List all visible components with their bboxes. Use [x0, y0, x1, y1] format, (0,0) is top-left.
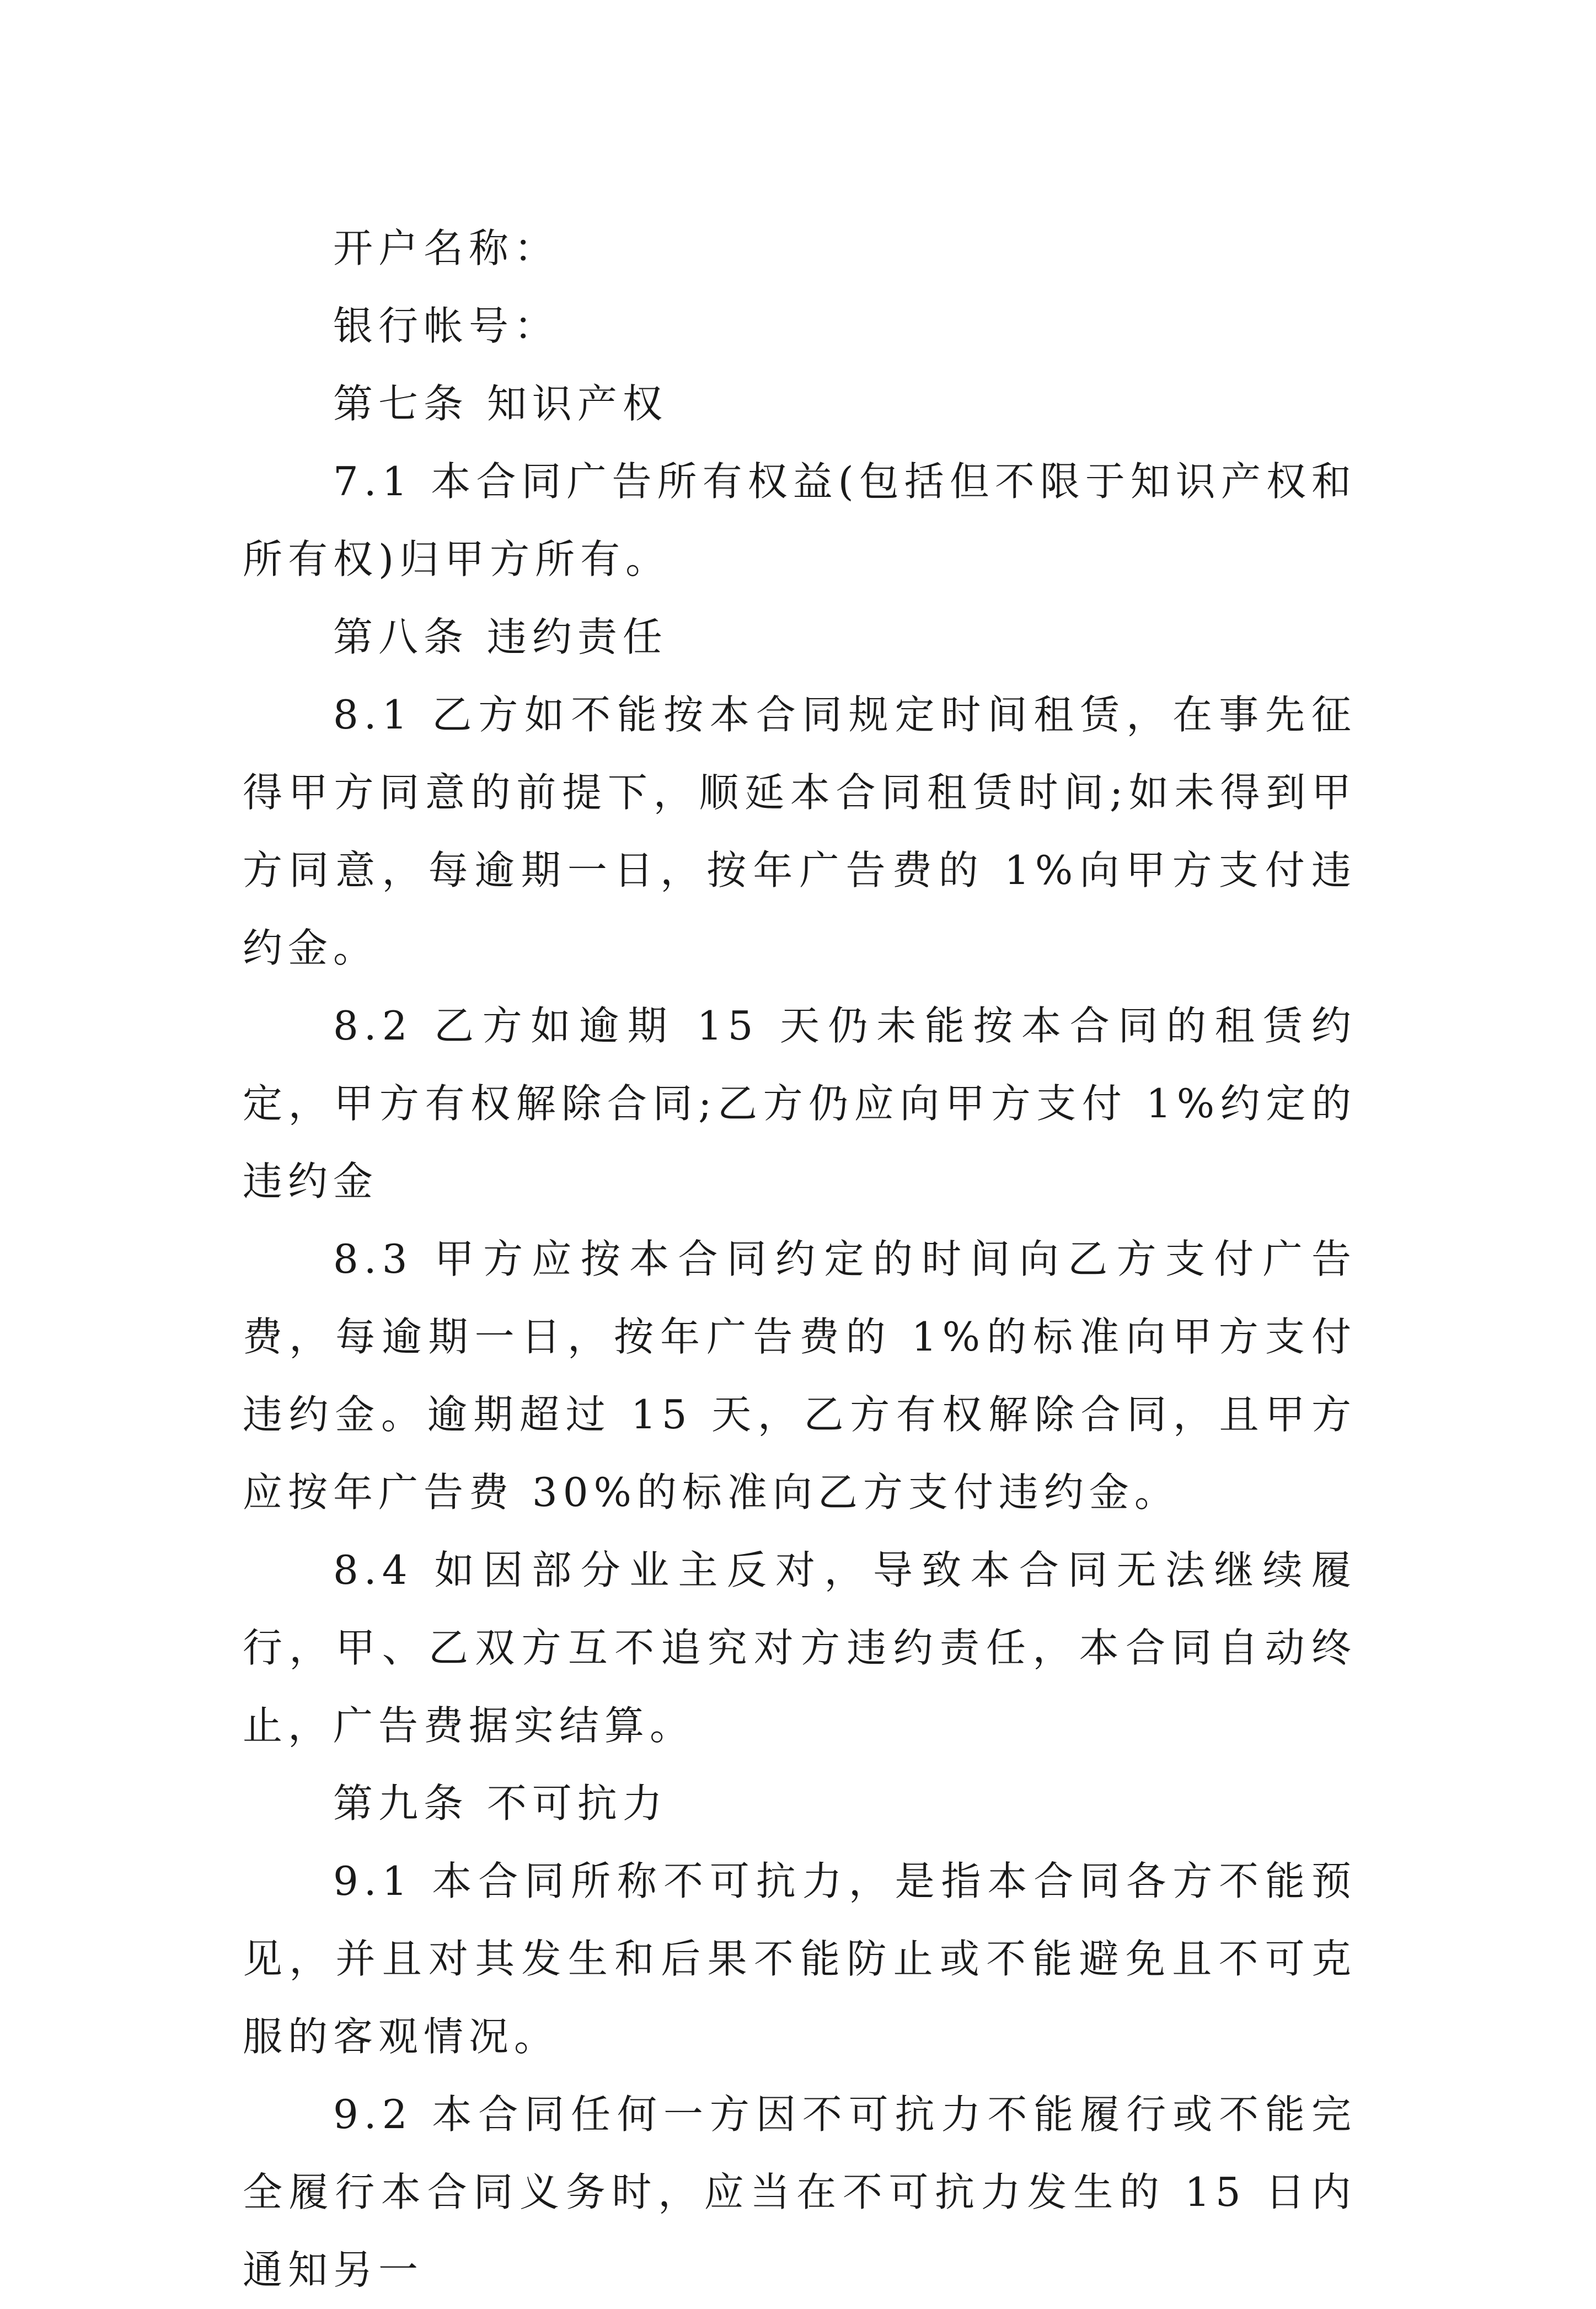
clause-8-1: 8.1 乙方如不能按本合同规定时间租赁，在事先征得甲方同意的前提下，顺延本合同租赁时间;如未得到甲方同意，每逾期一日，按年广告费的 1%向甲方支付违约金。 — [243, 692, 1357, 971]
article-8-heading: 第八条 违约责任 — [333, 614, 668, 660]
account-name-field: 开户名称： — [333, 225, 560, 271]
clause-8-2: 8.2 乙方如逾期 15 天仍未能按本合同的租赁约定，甲方有权解除合同;乙方仍应向甲方支付 1%约定的违约金 — [243, 1003, 1357, 1204]
clause-9-2: 9.2 本合同任何一方因不可抗力不能履行或不能完全履行本合同义务时，应当在不可抗力发生的 15 日内通知另一 — [243, 2091, 1357, 2293]
clause-8-3: 8.3 甲方应按本合同约定的时间向乙方支付广告费，每逾期一日，按年广告费的 1%的标准向甲方支付违约金。逾期超过 15 天，乙方有权解除合同，且甲方应按年广告费 30%的标准向乙方支付违约金。 — [243, 1236, 1357, 1515]
bank-account-field: 银行帐号： — [333, 303, 560, 349]
article-9-heading: 第九条 不可抗力 — [333, 1780, 668, 1826]
article-7-heading: 第七条 知识产权 — [333, 381, 668, 427]
clause-7-1: 7.1 本合同广告所有权益(包括但不限于知识产权和所有权)归甲方所有。 — [243, 458, 1357, 582]
clause-9-1: 9.1 本合同所称不可抗力，是指本合同各方不能预见，并且对其发生和后果不能防止或不能避免且不可克服的客观情况。 — [243, 1858, 1357, 2060]
document-body — [243, 210, 1357, 2309]
clause-8-4: 8.4 如因部分业主反对，导致本合同无法继续履行，甲、乙双方互不追究对方违约责任，本合同自动终止，广告费据实结算。 — [243, 1547, 1357, 1749]
